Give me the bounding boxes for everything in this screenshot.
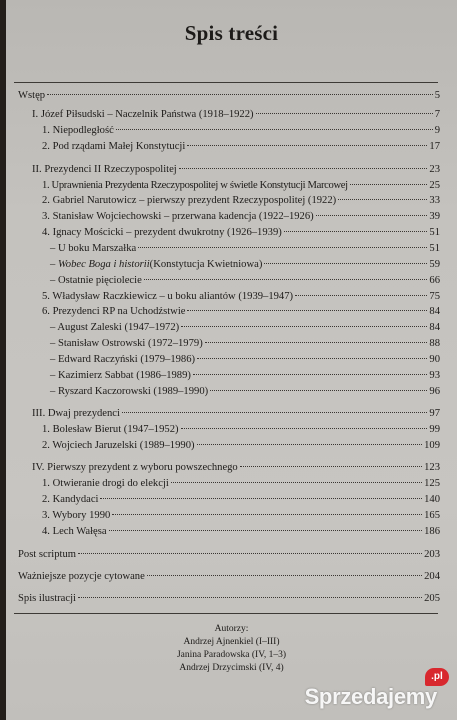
toc-entry-2-6-a: – August Zaleski (1947–1972) 84 [50, 322, 440, 333]
authors-block [6, 623, 457, 675]
bottom-rule [14, 613, 438, 614]
toc-entry-wstep: Wstęp 5 [18, 90, 440, 101]
toc-entry-chapter-1: I. Józef Piłsudski – Naczelnik Państwa (1918–1922) 7 [32, 109, 440, 120]
toc-entry-post-scriptum: Post scriptum 203 [18, 549, 440, 560]
authors-heading: Autorzy: [214, 624, 249, 634]
top-rule [14, 82, 438, 83]
toc-entry-2-4: 4. Ignacy Mościcki – prezydent dwukrotny (1926–1939) 51 [42, 227, 440, 238]
toc-entry-2-2: 2. Gabriel Narutowicz – pierwszy prezydent Rzeczypospolitej (1922) 33 [42, 195, 440, 206]
watermark-logo: Sprzedajemy [304, 684, 437, 709]
toc-entry-chapter-4: IV. Pierwszy prezydent z wyboru powszechnego 123 [32, 462, 440, 473]
toc-entry-4-2: 2. Kandydaci 140 [42, 494, 440, 505]
toc-entry-2-6-d: – Kazimierz Sabbat (1986–1989) 93 [50, 370, 440, 381]
author-line: Andrzej Ajnenkiel (I–III) [183, 637, 280, 647]
book-page [6, 0, 457, 720]
toc-entry-2-6: 6. Prezydenci RP na Uchodźstwie 84 [42, 306, 440, 317]
author-line: Janina Paradowska (IV, 1–3) [176, 650, 287, 660]
toc-entry-illustrations: Spis ilustracji 205 [18, 593, 440, 604]
author-line: Andrzej Drzycimski (IV, 4) [179, 663, 284, 673]
toc-entry-chapter-3: III. Dwaj prezydenci 97 [32, 408, 440, 419]
toc-entry-3-1: 1. Bolesław Bierut (1947–1952) 99 [42, 424, 440, 435]
toc-entry-cited-works: Ważniejsze pozycje cytowane 204 [18, 571, 440, 582]
toc-entry-1-2: 2. Pod rządami Małej Konstytucji 17 [42, 141, 440, 152]
toc-entry-2-6-e: – Ryszard Kaczorowski (1989–1990) 96 [50, 386, 440, 397]
toc-entry-2-6-c: – Edward Raczyński (1979–1986) 90 [50, 354, 440, 365]
toc-entry-2-5: 5. Władysław Raczkiewicz – u boku aliantów (1939–1947) 75 [42, 291, 440, 302]
toc-entry-2-6-b: – Stanisław Ostrowski (1972–1979) 88 [50, 338, 440, 349]
toc-entry-2-4-a: – U boku Marszałka 51 [50, 243, 440, 254]
toc-entry-4-1: 1. Otwieranie drogi do elekcji 125 [42, 478, 440, 489]
toc-entry-1-1: 1. Niepodległość 9 [42, 125, 440, 136]
toc-entry-4-3: 3. Wybory 1990 165 [42, 510, 440, 521]
toc-entry-chapter-2: II. Prezydenci II Rzeczypospolitej 23 [32, 164, 440, 175]
toc-entry-2-4-c: – Ostatnie pięciolecie 66 [50, 275, 440, 286]
watermark-badge: .pl [425, 668, 449, 686]
toc-entry-3-2: 2. Wojciech Jaruzelski (1989–1990) 109 [42, 440, 440, 451]
toc-entry-2-1: 1. Uprawnienia Prezydenta Rzeczypospolitej w świetle Konstytucji Marcowej 25 [42, 180, 440, 191]
toc-entry-2-3: 3. Stanisław Wojciechowski – przerwana kadencja (1922–1926) 39 [42, 211, 440, 222]
page-title: Spis treści [184, 21, 279, 45]
toc-entry-4-4: 4. Lech Wałęsa 186 [42, 526, 440, 537]
toc-entry-2-4-b: – Wobec Boga i historii (Konstytucja Kwietniowa) 59 [50, 259, 440, 270]
